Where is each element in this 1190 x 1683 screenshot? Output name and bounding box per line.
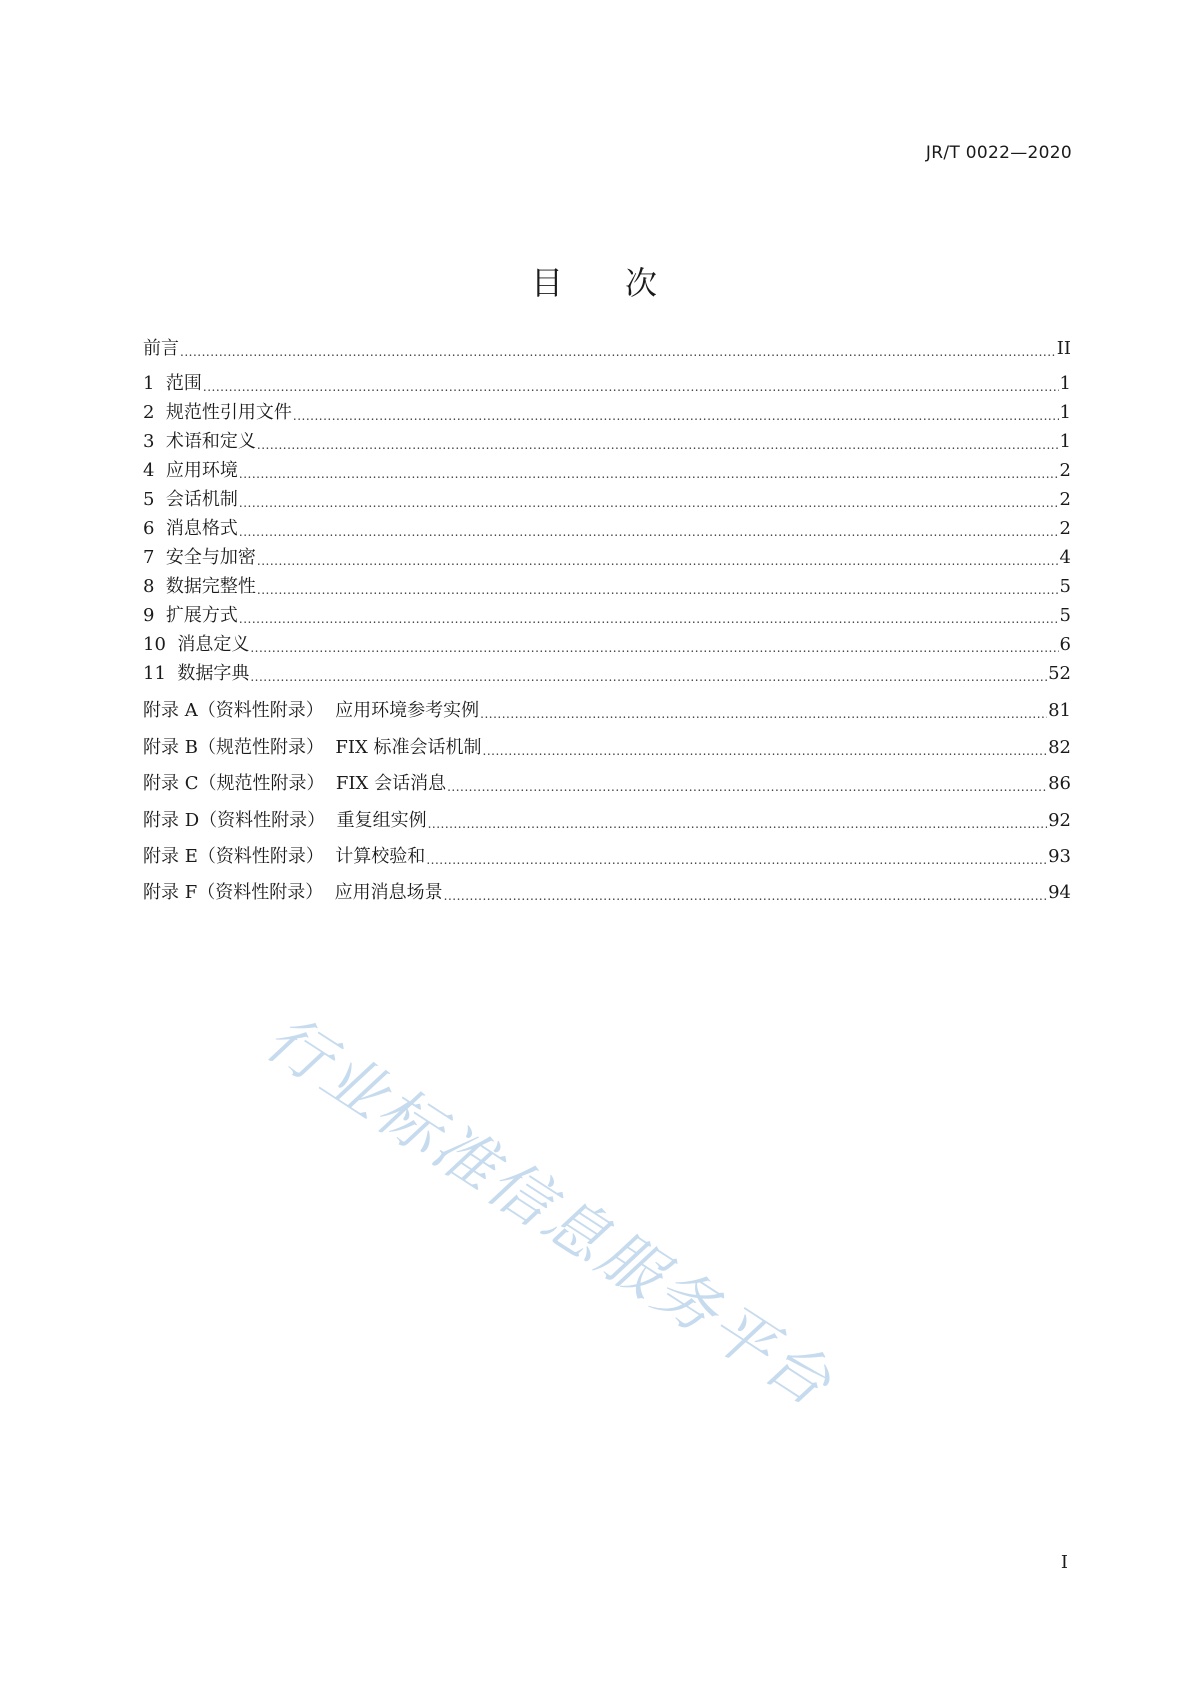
- toc-entry-page: 2: [1059, 489, 1071, 510]
- toc-leader-dots: [239, 517, 1059, 541]
- toc-entry[interactable]: [143, 699, 1071, 723]
- toc-entry-page: 86: [1048, 773, 1071, 794]
- toc-entry-label: 11 数据字典: [143, 663, 250, 684]
- toc-entry-label: 6 消息格式: [143, 518, 238, 539]
- toc-leader-dots: [239, 459, 1059, 483]
- toc-entry[interactable]: [143, 401, 1071, 425]
- toc-entry-label: 4 应用环境: [143, 460, 238, 481]
- toc-entry-label: 附录 E（资料性附录） 计算校验和: [143, 846, 426, 867]
- page-title: [0, 258, 1190, 304]
- toc-entry-page: 5: [1059, 576, 1071, 597]
- toc-entry[interactable]: [143, 772, 1071, 796]
- toc-entry[interactable]: [143, 337, 1071, 361]
- toc-entry[interactable]: [143, 633, 1071, 657]
- page-title-part1: 目: [530, 264, 565, 302]
- toc-leader-dots: [239, 604, 1059, 628]
- page-number: I: [1060, 1552, 1068, 1573]
- toc-entry-page: 1: [1059, 402, 1071, 423]
- toc-entry-page: 52: [1048, 663, 1071, 684]
- toc-leader-dots: [483, 736, 1048, 760]
- watermark: 行业标准信息服务平台: [253, 1000, 847, 1422]
- toc-entry-label: 5 会话机制: [143, 489, 238, 510]
- toc-entry-page: 82: [1048, 737, 1071, 758]
- toc-entry-label: 3 术语和定义: [143, 431, 256, 452]
- toc-leader-dots: [250, 662, 1047, 686]
- toc-leader-dots: [250, 633, 1058, 657]
- toc-leader-dots: [257, 546, 1059, 570]
- toc-entry[interactable]: [143, 845, 1071, 869]
- toc-leader-dots: [257, 575, 1059, 599]
- toc-entry-label: 前言: [143, 338, 179, 359]
- toc-entry-page: 92: [1048, 810, 1071, 831]
- page-title-part2: 次: [625, 264, 660, 302]
- standard-code: JR/T 0022—2020: [925, 143, 1072, 163]
- toc-entry[interactable]: [143, 736, 1071, 760]
- toc-entry-page: 2: [1059, 460, 1071, 481]
- toc-entry-page: 5: [1059, 605, 1071, 626]
- toc-entry[interactable]: [143, 517, 1071, 541]
- toc-entry[interactable]: [143, 604, 1071, 628]
- toc-entry[interactable]: [143, 575, 1071, 599]
- toc-leader-dots: [239, 488, 1059, 512]
- toc-entry-label: 附录 D（资料性附录） 重复组实例: [143, 810, 427, 831]
- toc-entry-label: 10 消息定义: [143, 634, 250, 655]
- toc-entry-label: 8 数据完整性: [143, 576, 256, 597]
- toc-entry[interactable]: [143, 488, 1071, 512]
- toc-leader-dots: [447, 772, 1047, 796]
- toc-leader-dots: [480, 699, 1047, 723]
- toc-entry-page: 94: [1048, 882, 1071, 903]
- toc-entry-label: 2 规范性引用文件: [143, 402, 292, 423]
- toc-entry[interactable]: [143, 546, 1071, 570]
- toc-entry-label: 7 安全与加密: [143, 547, 256, 568]
- toc-entry-page: 93: [1048, 846, 1071, 867]
- toc-entry-label: 附录 C（规范性附录） FIX 会话消息: [143, 773, 447, 794]
- toc-leader-dots: [257, 430, 1059, 454]
- toc-entry-label: 附录 F（资料性附录） 应用消息场景: [143, 882, 443, 903]
- toc-entry-page: 6: [1059, 634, 1071, 655]
- toc-entry-page: 1: [1059, 431, 1071, 452]
- toc-leader-dots: [444, 881, 1047, 905]
- toc-entry-page: II: [1056, 338, 1071, 359]
- toc-entry-page: 81: [1048, 700, 1071, 721]
- toc-leader-dots: [180, 337, 1056, 361]
- toc-entry-label: 附录 B（规范性附录） FIX 标准会话机制: [143, 737, 482, 758]
- toc-entry[interactable]: [143, 459, 1071, 483]
- toc-leader-dots: [293, 401, 1059, 425]
- toc-entry-page: 4: [1059, 547, 1071, 568]
- toc-entry-label: 9 扩展方式: [143, 605, 238, 626]
- toc-entry-label: 1 范围: [143, 373, 202, 394]
- toc-leader-dots: [428, 809, 1047, 833]
- toc-entry[interactable]: [143, 662, 1071, 686]
- toc-entry[interactable]: [143, 881, 1071, 905]
- toc-leader-dots: [426, 845, 1047, 869]
- toc-leader-dots: [203, 372, 1059, 396]
- toc-entry[interactable]: [143, 430, 1071, 454]
- toc-entry-label: 附录 A（资料性附录） 应用环境参考实例: [143, 700, 480, 721]
- toc-entry-page: 2: [1059, 518, 1071, 539]
- toc-entry-page: 1: [1059, 373, 1071, 394]
- toc-entry[interactable]: [143, 809, 1071, 833]
- toc-entry[interactable]: [143, 372, 1071, 396]
